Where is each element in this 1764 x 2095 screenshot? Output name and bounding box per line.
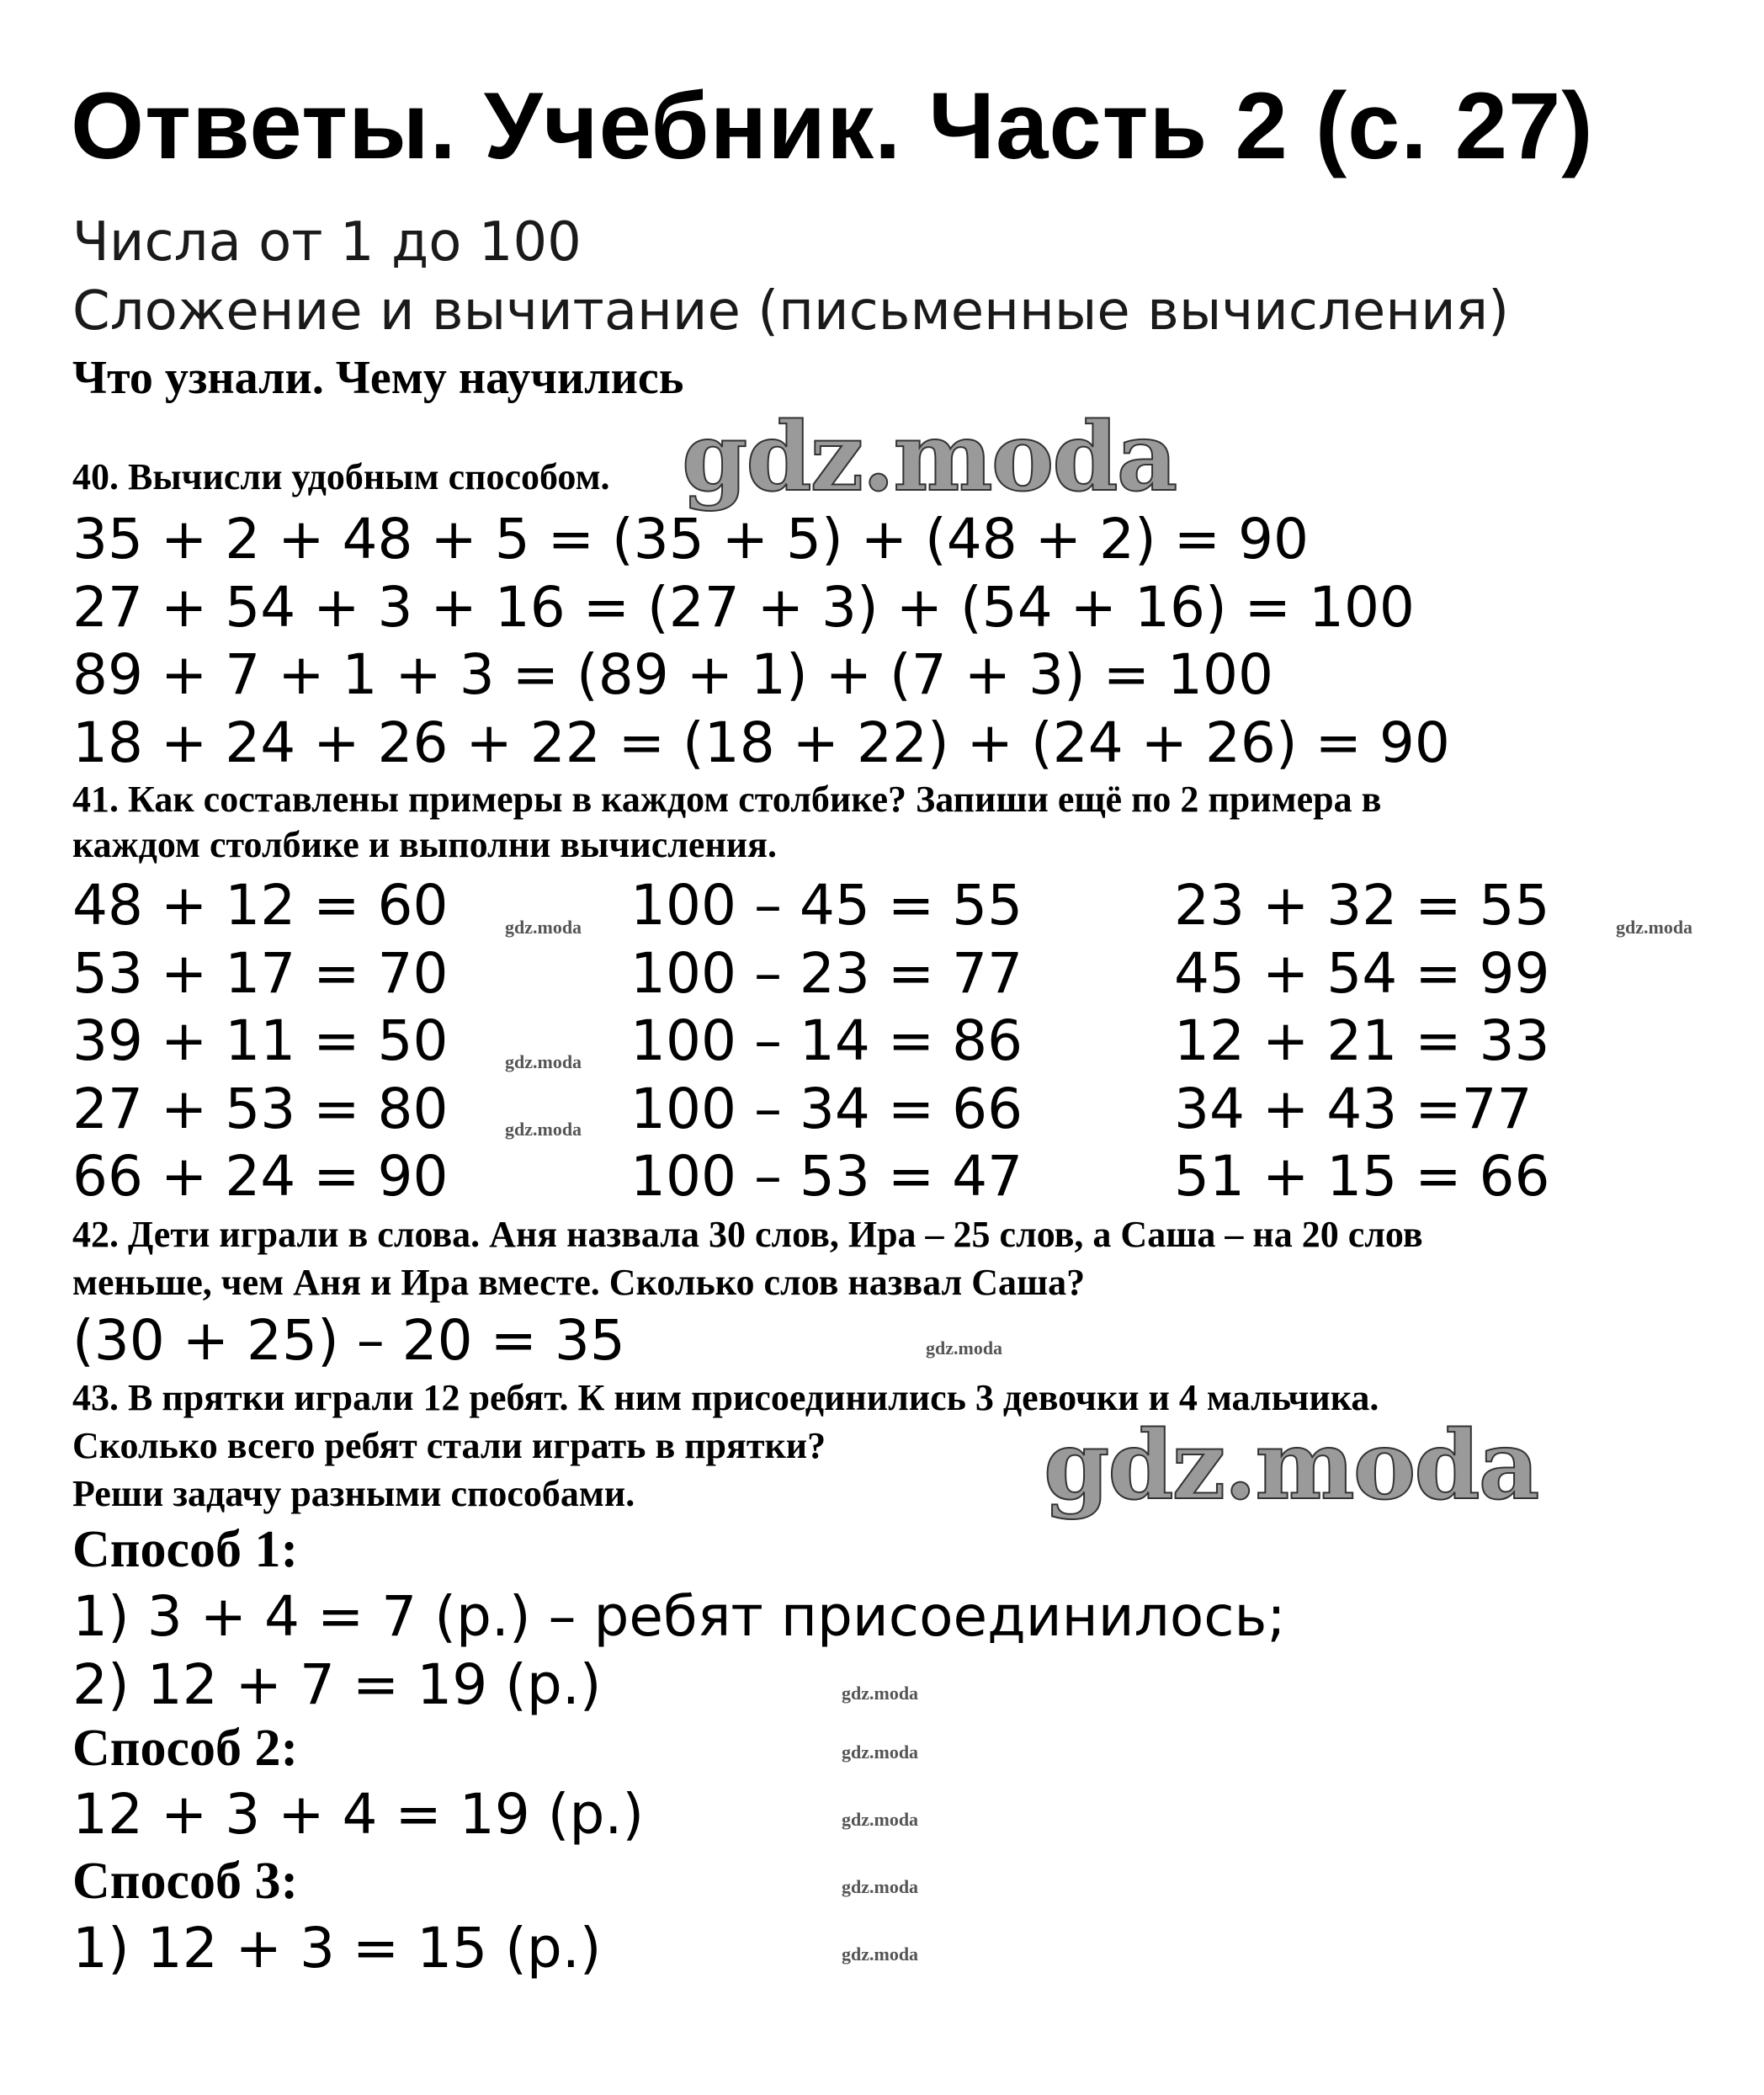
- task-42-text: меньше, чем Аня и Ира вместе. Сколько слов назвал Саша?: [72, 1262, 1086, 1303]
- col1-item: 39 + 11 = 50: [72, 1008, 449, 1073]
- watermark-small: gdz.moda: [842, 1683, 919, 1704]
- task-40-line: 35 + 2 + 48 + 5 = (35 + 5) + (48 + 2) = 90: [72, 507, 1309, 572]
- col1-item: 66 + 24 = 90: [72, 1144, 449, 1209]
- watermark-small: gdz.moda: [926, 1337, 1003, 1359]
- watermark-small: gdz.moda: [505, 1051, 582, 1072]
- task-43-text: Реши задачу разными способами.: [72, 1473, 635, 1514]
- col3-item: 45 + 54 = 99: [1174, 941, 1550, 1006]
- col2-item: 100 – 53 = 47: [630, 1144, 1023, 1209]
- watermark-small: gdz.moda: [505, 917, 582, 938]
- subtopic-title: Сложение и вычитание (письменные вычисления): [72, 280, 1510, 343]
- watermark-small: gdz.moda: [842, 1876, 919, 1897]
- watermark-small: gdz.moda: [842, 1809, 919, 1830]
- watermark-small: gdz.moda: [842, 1943, 919, 1965]
- way-3-heading: Способ 3:: [72, 1853, 299, 1910]
- task-40-line: 18 + 24 + 26 + 22 = (18 + 22) + (24 + 26) = 90: [72, 710, 1450, 775]
- col2-item: 100 – 45 = 55: [630, 873, 1023, 938]
- col2-item: 100 – 34 = 66: [630, 1077, 1023, 1141]
- task-41-text: каждом столбике и выполни вычисления.: [72, 824, 777, 865]
- way-1-heading: Способ 1:: [72, 1521, 299, 1578]
- way-2-heading: Способ 2:: [72, 1720, 299, 1777]
- col3-item: 51 + 15 = 66: [1174, 1144, 1550, 1209]
- watermark-small: gdz.moda: [1616, 917, 1693, 938]
- col1-item: 27 + 53 = 80: [72, 1077, 449, 1141]
- topic-title: Числа от 1 до 100: [72, 211, 582, 274]
- page-title: Ответы. Учебник. Часть 2 (с. 27): [71, 73, 1594, 178]
- col2-item: 100 – 23 = 77: [630, 941, 1023, 1006]
- col3-item: 23 + 32 = 55: [1174, 873, 1550, 938]
- watermark-logo: gdz.moda: [1044, 1411, 1538, 1521]
- task-42-text: 42. Дети играли в слова. Аня назвала 30 слов, Ира – 25 слов, а Саша – на 20 слов: [72, 1214, 1423, 1255]
- watermark-small: gdz.moda: [505, 1119, 582, 1140]
- section-title: Что узнали. Чему научились: [72, 352, 684, 404]
- col1-item: 53 + 17 = 70: [72, 941, 449, 1006]
- task-43-text: Сколько всего ребят стали играть в прятки?: [72, 1425, 826, 1466]
- col1-item: 48 + 12 = 60: [72, 873, 449, 938]
- way-1-line: 1) 3 + 4 = 7 (р.) – ребят присоединилось;: [72, 1584, 1286, 1649]
- task-40-line: 27 + 54 + 3 + 16 = (27 + 3) + (54 + 16) = 100: [72, 575, 1415, 640]
- watermark-small: gdz.moda: [842, 1741, 919, 1763]
- way-1-line: 2) 12 + 7 = 19 (р.): [72, 1652, 602, 1717]
- way-2-line: 12 + 3 + 4 = 19 (р.): [72, 1782, 645, 1847]
- way-3-line: 1) 12 + 3 = 15 (р.): [72, 1916, 602, 1981]
- col3-item: 12 + 21 = 33: [1174, 1008, 1550, 1073]
- watermark-logo: gdz.moda: [682, 402, 1177, 513]
- task-40-text: 40. Вычисли удобным способом.: [72, 456, 610, 497]
- col3-item: 34 + 43 =77: [1174, 1077, 1533, 1141]
- task-41-text: 41. Как составлены примеры в каждом столбике? Запиши ещё по 2 примера в: [72, 779, 1382, 820]
- task-40-line: 89 + 7 + 1 + 3 = (89 + 1) + (7 + 3) = 100: [72, 642, 1273, 707]
- task-42-answer: (30 + 25) – 20 = 35: [72, 1308, 625, 1373]
- task-43-text: 43. В прятки играли 12 ребят. К ним присоединились 3 девочки и 4 мальчика.: [72, 1377, 1379, 1418]
- col2-item: 100 – 14 = 86: [630, 1008, 1023, 1073]
